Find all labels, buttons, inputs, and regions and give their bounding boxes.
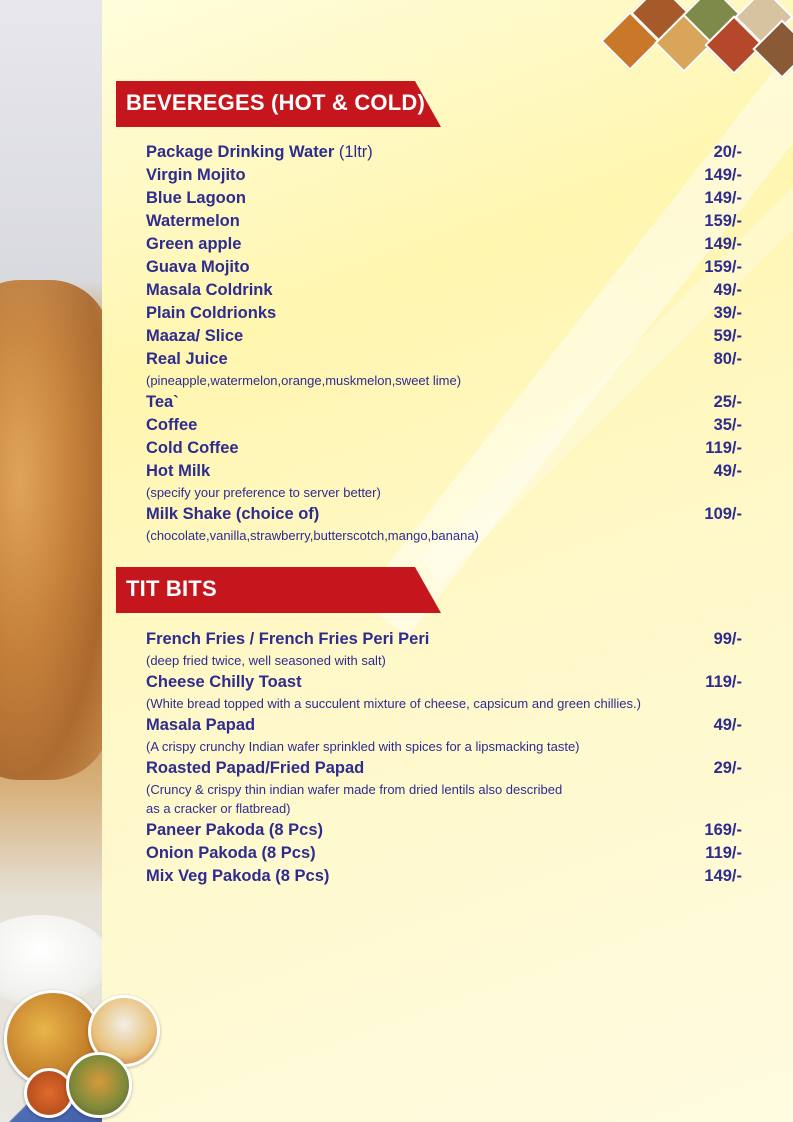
menu-item	[146, 393, 742, 416]
item-name: Hot Milk	[146, 462, 211, 480]
item-price: 35/-	[713, 416, 742, 434]
menu-item	[146, 304, 742, 327]
menu-item	[146, 212, 742, 235]
item-name: Mix Veg Pakoda (8 Pcs)	[146, 867, 330, 885]
item-name: Tea`	[146, 393, 179, 411]
item-price: 149/-	[704, 867, 742, 885]
item-name: Masala Coldrink	[146, 281, 273, 299]
item-price: 80/-	[713, 350, 742, 368]
item-name: Plain Coldrionks	[146, 304, 277, 322]
item-price: 149/-	[704, 235, 742, 253]
item-description: (pineapple,watermelon,orange,muskmelon,sweet lime)	[146, 373, 462, 388]
menu-item	[146, 327, 742, 350]
item-price: 119/-	[705, 844, 742, 862]
food-photo-circle	[66, 1052, 132, 1118]
menu-item	[146, 505, 742, 528]
item-name: French Fries / French Fries Peri Peri	[146, 630, 430, 648]
item-name: Masala Papad	[146, 716, 256, 734]
item-description: (Cruncy & crispy thin indian wafer made from dried lentils also described	[146, 782, 563, 797]
item-name: Cheese Chilly Toast	[146, 673, 302, 691]
item-name: Blue Lagoon	[146, 189, 246, 207]
item-price: 159/-	[704, 258, 742, 276]
item-name: Green apple	[146, 235, 242, 253]
tit-bits-list	[146, 630, 742, 890]
menu-item	[146, 716, 742, 739]
section-header-tit-bits	[116, 567, 441, 613]
item-description: (White bread topped with a succulent mixture of cheese, capsicum and green chillies.)	[146, 696, 641, 711]
item-name: Maaza/ Slice	[146, 327, 244, 345]
menu-item	[146, 759, 742, 782]
item-description: (A crispy crunchy Indian wafer sprinkled with spices for a lipsmacking taste)	[146, 739, 580, 754]
item-name: Real Juice	[146, 350, 228, 368]
item-name: Milk Shake (choice of)	[146, 505, 320, 523]
section-header-beverages	[116, 81, 441, 127]
item-price: 149/-	[704, 189, 742, 207]
item-price: 119/-	[705, 673, 742, 691]
item-description: (chocolate,vanilla,strawberry,butterscotch,mango,banana)	[146, 528, 479, 543]
item-name: Cold Coffee	[146, 439, 239, 457]
item-price: 25/-	[713, 393, 742, 411]
item-name: Paneer Pakoda (8 Pcs)	[146, 821, 324, 839]
menu-item	[146, 235, 742, 258]
item-name: Package Drinking Water	[146, 143, 335, 161]
food-photo-collage-top	[593, 0, 793, 85]
item-description: as a cracker or flatbread)	[146, 801, 291, 816]
beverages-list	[146, 143, 742, 545]
item-price: 109/-	[704, 505, 742, 523]
menu-item	[146, 439, 742, 462]
item-note: (1ltr)	[338, 143, 373, 161]
menu-item	[146, 867, 742, 890]
item-price: 39/-	[713, 304, 742, 322]
item-price: 159/-	[704, 212, 742, 230]
item-name: Virgin Mojito	[146, 166, 246, 184]
menu-item	[146, 630, 742, 653]
menu-item	[146, 258, 742, 281]
item-price: 59/-	[713, 327, 742, 345]
item-price: 49/-	[713, 281, 742, 299]
menu-item	[146, 166, 742, 189]
menu-item	[146, 844, 742, 867]
menu-item	[146, 462, 742, 485]
section-title: BEVEREGES (HOT & COLD)	[126, 90, 425, 115]
menu-item	[146, 416, 742, 439]
side-food-image	[0, 0, 102, 1122]
menu-item	[146, 143, 742, 166]
item-price: 99/-	[713, 630, 742, 648]
item-price: 20/-	[713, 143, 742, 161]
menu-item	[146, 673, 742, 696]
item-name: Coffee	[146, 416, 198, 434]
item-price: 169/-	[704, 821, 742, 839]
item-description: (specify your preference to server better)	[146, 485, 381, 500]
item-price: 149/-	[704, 166, 742, 184]
item-price: 49/-	[713, 716, 742, 734]
menu-item	[146, 189, 742, 212]
menu-item	[146, 281, 742, 304]
item-name: Watermelon	[146, 212, 240, 230]
item-price: 119/-	[705, 439, 742, 457]
section-title: TIT BITS	[126, 576, 217, 601]
item-name: Onion Pakoda (8 Pcs)	[146, 844, 316, 862]
item-description: (deep fried twice, well seasoned with salt)	[146, 653, 386, 668]
item-name: Guava Mojito	[146, 258, 250, 276]
dosa-image	[0, 280, 102, 780]
item-price: 29/-	[713, 759, 742, 777]
item-price: 49/-	[713, 462, 742, 480]
item-name: Roasted Papad/Fried Papad	[146, 759, 365, 777]
menu-item	[146, 821, 742, 844]
menu-item	[146, 350, 742, 373]
